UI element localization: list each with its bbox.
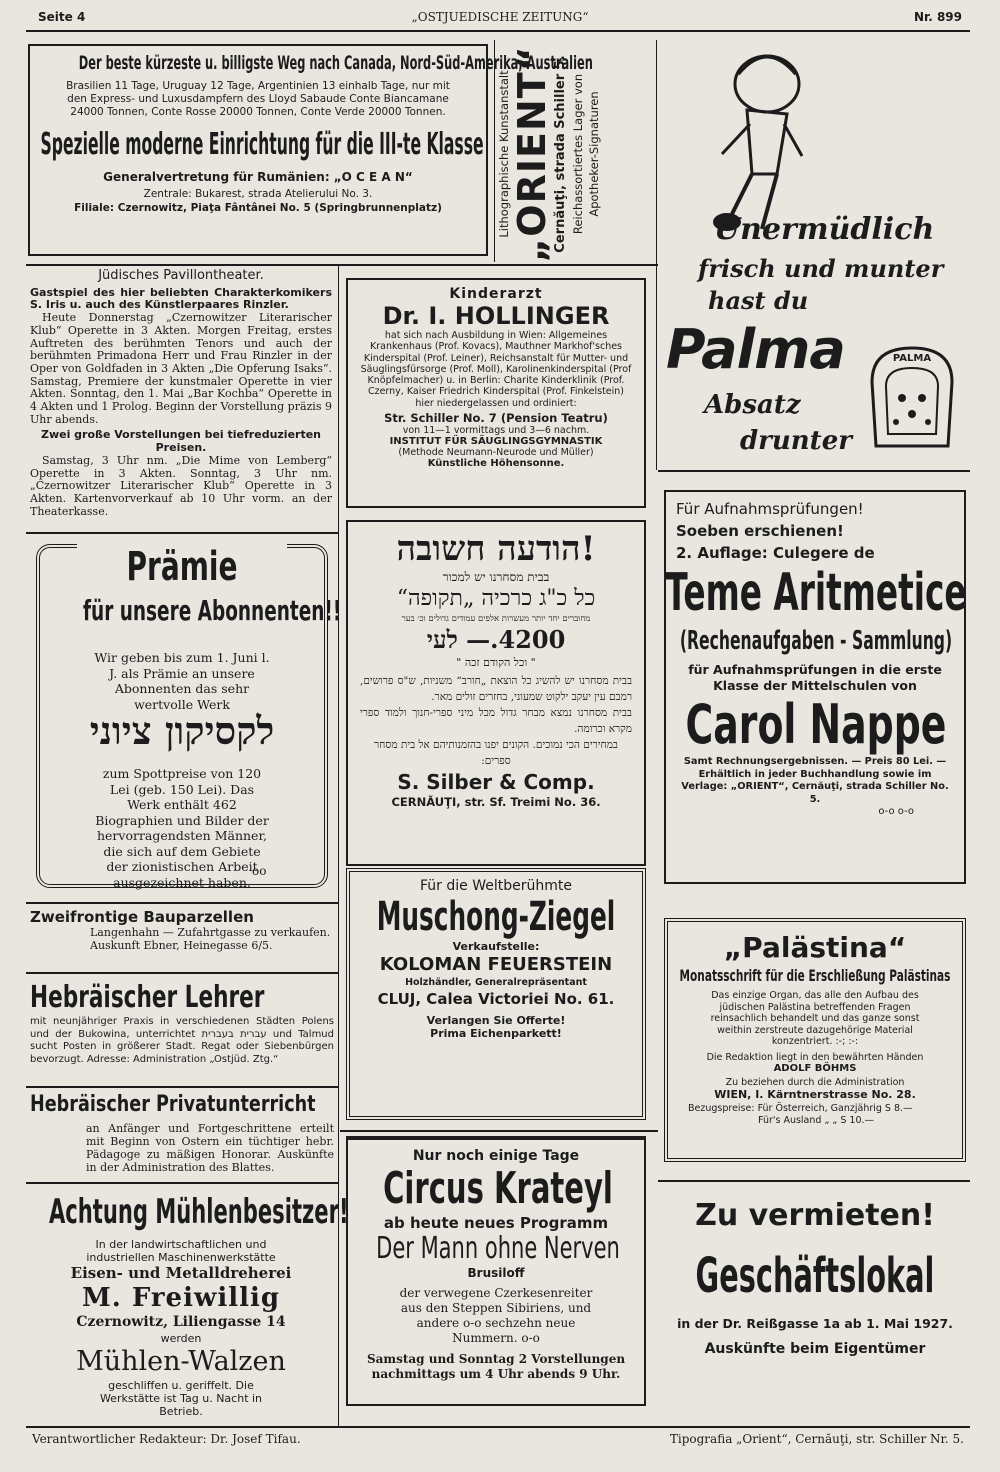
muehle-title: Achtung Mühlenbesitzer! [48,1192,349,1232]
rule-above-circus [340,1130,658,1132]
bau-title: Zweifrontige Bauparzellen [30,908,254,926]
ziegel-line-1: Für die Weltberühmte [420,878,572,894]
hollinger-hours: von 11—1 vormittags und 3—6 nachm. [402,425,590,437]
ziegel-title: Muschong-Ziegel [376,894,616,940]
silber-line-3: מחוברים יחד יותר מעשרות אלפים עמודים גדולים וכ׳ בער [401,614,591,624]
circus-line-4: Brusiloff [467,1266,525,1280]
ziegel-address: CLUJ, Calea Victoriei No. 61. [377,990,615,1008]
footer-editor: Verantwortlicher Redakteur: Dr. Josef Tifau. [32,1432,301,1446]
lehrer-title: Hebräischer Lehrer [30,980,265,1015]
silber-line-7: במחירים הכי נמוכים. הקונים יפנו בהזמנותיהם אל בית מסחר ספרים: [374,739,618,767]
bauparzellen-ad [30,908,334,968]
theater-body: Heute Donnerstag „Czernowitzer Literarischer Klub“ Operette in 3 Akten. Morgen Freitag, erstes Auftreten des berühmten Tenors und auch der berühmten Primadona Herr und Frau Rinzler in der Oper von Goldfaden in 3 Akten „Die Opferung Isaks“. Samstag, Premiere der kunstmaler Operette in vier Akten. Sonntag, den 1. Mai „Bar Kochba“ Operette in 4 Akten und 1 Prolog. Beginn der Vorstellung präzis 9 Uhr abends. [30,311,332,426]
palaestina-price-1: Bezugspreise: Für Österreich, Ganzjährig S [688,1102,891,1114]
hollinger-name: Dr. I. HOLLINGER [382,302,610,330]
silber-ad [346,520,646,866]
newspaper-title: „OSTJUEDISCHE ZEITUNG“ [411,10,589,24]
praemie-oo: oo [252,864,267,878]
muehle-line-4: geschliffen u. geriffelt. Die Werkstätte ist Tag u. Nacht in Betrieb. [99,1379,263,1418]
silber-line-6: בבית מסחרנו נמצא מבחר גדול מכל מיני ספרי-חנוך ולמוד ספרי מקרא וכרומה. [360,707,632,735]
rule-under-praemie [26,902,338,904]
rule-under-palma [658,470,970,472]
page-number: Seite 4 [38,10,86,24]
palaestina-ad [664,918,966,1162]
vermieten-line-1: Zu vermieten! [695,1198,935,1233]
privat-ad [30,1092,334,1180]
palma-line-3: hast du [708,286,809,315]
palaestina-title: „Palästina“ [723,931,907,964]
palaestina-price-2: Für's Ausland „ „ S [758,1114,847,1126]
teme-subtitle: (Rechenaufgaben - Sammlung) [679,626,953,656]
privat-title: Hebräischer Privatunterricht [30,1092,316,1117]
ziegel-line-5: Prima Eichenparkett! [430,1027,562,1040]
column-rule-3 [338,266,339,1426]
palaestina-body: Das einzige Organ, das alle den Aufbau des jüdischen Palästina betreffenden Fragen reinsachlich behandelt und das ganze sonst weithin zerstreute dazugehörige Material konzentriert. :-; :-: [710,990,920,1047]
muehle-line-3: werden [160,1332,202,1345]
ocean-details: Brasilien 11 Tage, Uruguay 12 Tage, Argentinien 13 einhalb Tage, nur mit den Express- und Luxusdampfern des Lloyd Sabaude Conte Biancamane 24000 Tonnen, Conte Rosse 20000 Tonnen, Conte Verde 20000 Tonnen. [66,80,450,118]
bau-body: Langenhahn — Zufahrtgasse zu verkaufen. Auskunft Ebner, Heinegasse 6/5. [90,926,331,952]
teme-author: Carol Nappe [685,693,947,756]
ziegel-line-4: Verlangen Sie Offerte! [426,1014,566,1027]
theater-body-2: Samstag, 3 Uhr nm. „Die Mime von Lemberg“ Operette in 3 Akten. Sonntag, 3 Uhr nm. „Czernowitzer Literarischer Klub“ Operette in 3 Akten. Kartenvorverkauf ab 10 Uhr vorm. an der Theaterkasse. [30,453,332,518]
praemie-title: Prämie [77,544,287,590]
ziegel-name: KOLOMAN FEUERSTEIN [379,954,613,975]
vermieten-ad [664,1186,966,1408]
privat-body: an Anfänger und Fortgeschrittene erteilt mit Beginn von Ostern ein tüchtiger hebr. Pädagoge zu mäßigen Honorar. Auskünfte in der Administration des Blattes. [86,1122,334,1174]
theater-title: Jüdisches Pavillontheater. [98,268,264,283]
header-rule [26,30,970,32]
praemie-text-1: Wir geben bis zum 1. Juni l. J. als Prämie an unsere Abonnenten das sehr wertvolle Werk [94,650,270,712]
palma-line-1: Unermüdlich [714,212,935,247]
rule-under-lehrer [26,1086,338,1088]
praemie-subtitle: für unsere Abonnenten!! [82,594,342,627]
hollinger-institute: INSTITUT FÜR SÄUGLINGSGYMNASTIK [389,436,603,448]
muehlen-ad [28,1190,349,1420]
praemie-text-2: zum Spottpreise von 120 Lei (geb. 150 Lei). Das Werk enthält 462 Biographien und Bilder der hervorragendsten Männer, die sich auf dem Gebiete der zionistischen Arbeit ausgezeichnet haben. [95,766,269,890]
palaestina-admin: Zu beziehen durch die Administration [725,1076,905,1088]
rule-under-palaestina [658,1180,970,1182]
circus-bottom: Samstag und Sonntag 2 Vorstellungen nachmittags um 4 Uhr abends 9 Uhr. [366,1352,626,1381]
ziegel-line-2: Verkaufstelle: [452,940,540,953]
rule-under-theater [26,532,338,534]
orient-line-5: Apotheker-Signaturen [587,91,601,217]
rule-under-ocean [26,264,658,266]
palma-line-2: frisch und munter [698,254,944,283]
silber-line-5: בבית מסחרנו יש להשיג כל הוצאת „חורב“ משניות, ש"ס פרושים, רמבם עין יעקב ילקוט שמעוני, בחזרים זולים מאר. [360,675,632,703]
footer-printer: Tipografia „Orient“, Cernăuţi, str. Schiller Nr. 5. [669,1432,964,1446]
muehle-address: Czernowitz, Liliengasse 14 [76,1314,286,1330]
column-rule-1 [494,40,495,262]
palma-line-4: Absatz [704,390,801,420]
praemie-ad [32,540,342,892]
palaestina-subtitle: Monatsschrift für die Erschließung Palästinas [679,966,951,985]
circus-ad [346,1136,646,1406]
palma-brand: Palma [666,318,845,381]
palaestina-price-2-value: 10.— [849,1114,875,1126]
teme-line-5: Samt Rechnungsergebnissen. — Preis 80 Lei. — Erhältlich in jeder Buchhandlung sowie im Verlage: „ORIENT“, Cernăuţi, strada Schiller No. 5. [681,756,949,805]
vermieten-line-3: in der Dr. Reißgasse 1a ab 1. Mai 1927. [677,1316,953,1331]
ocean-headline: Der beste kürzeste u. billigste Weg nach Canada, Nord-Süd-Amerika, Australien [78,52,593,74]
rule-under-bau [26,972,338,974]
lehrer-ad [30,980,334,1080]
praemie-hebrew-title: לקסיקון ציוני [89,708,275,753]
muehle-big: Mühlen-Walzen [76,1346,286,1377]
footer-rule [26,1426,970,1428]
ziegel-line-3: Holzhändler, Generalrepräsentant [405,977,587,988]
teme-oo: o-o o-o [878,806,914,817]
orient-line-4: Reichassortiertes Lager von [571,73,585,235]
ocean-agency: Generalvertretung für Rumänien: „O C E A N“ [103,170,413,184]
teme-line-4: für Aufnahmsprüfungen in die erste Klasse der Mittelschulen von [688,662,942,693]
teme-title: Teme Aritmetice [665,563,967,623]
circus-title: Circus Krateyl [383,1163,613,1214]
column-rule-2 [656,40,657,470]
orient-name: „ORIENT“ [510,45,554,263]
theater-sub: Zwei große Vorstellungen bei tiefreduzierten Preisen. [40,428,322,455]
silber-price: 4200.— לעי [426,625,566,654]
orient-lithography-ad [496,40,656,268]
silber-line-2: כל כ"ג כרכיה „תקופה“ [396,586,596,611]
muehle-name: M. Freiwillig [81,1283,281,1313]
ocean-headline-2: Spezielle moderne Einrichtung für die III-te Klasse [40,127,484,162]
silber-line-1: בבית מסחרנו יש למכור [442,570,550,584]
muehle-line-2: Eisen- und Metalldreherei [70,1264,292,1282]
teme-aritmetice-ad [664,490,966,884]
vermieten-line-4: Auskünfte beim Eigentümer [704,1341,926,1357]
hollinger-ad [346,278,646,508]
silber-address: CERNĂUŢI, str. Sf. Treimi No. 36. [391,795,601,809]
palma-heel-ad [662,44,966,464]
lehrer-body: mit neunjähriger Praxis in verschiedenen Städten Polens und der Bukowina, unterrichtet עברית בעברית und Talmud sucht Posten in größerer Stadt. Regat oder Siebenbürgen bevorzugt. Adresse: Administration „Ostjüd. Ztg.“ [30,1016,334,1065]
orient-address: Cernăuţi, strada Schiller 5. [553,55,568,253]
vermieten-line-2: Geschäftslokal [695,1248,935,1304]
teme-line-3: 2. Auflage: Culegere de [676,544,875,562]
palma-line-5: drunter [740,426,852,456]
silber-line-4: " וכל הקודם זכה " [456,656,536,669]
palaestina-address: WIEN, I. Kärntnerstrasse No. 28. [714,1087,916,1101]
theater-intro: Gastspiel des hier beliebten Charakterkomikers S. Iris u. auch des Künstlerpaares Rinzler. [30,285,332,312]
silber-title: !הודעה חשובה [396,529,596,569]
palaestina-redaction: Die Redaktion liegt in den bewährten Händen [706,1051,924,1063]
circus-body: der verwegene Czerkesenreiter aus den Steppen Sibiriens, und andere o-o sechzehn neue Nummern. o-o [399,1286,593,1345]
palaestina-price-1-value: 8.— [894,1102,913,1114]
hollinger-pre: Kinderarzt [449,286,543,302]
issue-number: Nr. 899 [913,10,962,24]
heel-label: PALMA [892,353,932,364]
circus-line-1: Nur noch einige Tage [412,1148,580,1164]
teme-line-2: Soeben erschienen! [676,522,844,540]
circus-line-2: ab heute neues Programm [383,1214,609,1232]
silber-firm: S. Silber & Comp. [397,770,595,794]
orient-line-1: Lithographische Kunstanstalt [497,70,511,238]
ocean-central: Zentrale: Bukarest, strada Atelierului No. 3. [143,188,373,200]
ziegel-ad [346,868,646,1120]
teme-line-1: Für Aufnahmsprüfungen! [676,500,864,518]
circus-line-3: Der Mann ohne Nerven [376,1231,620,1266]
rule-under-privat [26,1182,338,1184]
theater-notice [30,270,332,526]
heel-icon [862,342,962,454]
ocean-branch: Filiale: Czernowitz, Piaţa Fântânei No. 5 (Springbrunnenplatz) [74,202,442,214]
hollinger-sun: Künstliche Höhensonne. [427,458,565,470]
palaestina-editor: ADOLF BÖHMS [773,1062,857,1074]
hollinger-address: Str. Schiller No. 7 (Pension Teatru) [384,411,608,426]
hollinger-method: (Methode Neumann-Neurode und Müller) [398,447,594,459]
muehle-line-1: In der landwirtschaftlichen und industriellen Maschinenwerkstätte [86,1238,276,1264]
page-header [38,6,962,28]
hollinger-body: hat sich nach Ausbildung in Wien: Allgemeines Krankenhaus (Prof. Kovacs), Mauthner Markhof'sches Kinderspital (Prof. Leiner), Reichsanstalt für Mutter- und Säuglingsfürsorge (Prof. Moll), Karolinenkinderspital (Prof Knöpfelmacher) u. in Berlin: Charite Kinderklinik (Prof. Czerny, Kaiser Friedrich Kinderspital (Prof. Finkelstein) hier niedergelassen und ordiniert: [360,330,632,409]
